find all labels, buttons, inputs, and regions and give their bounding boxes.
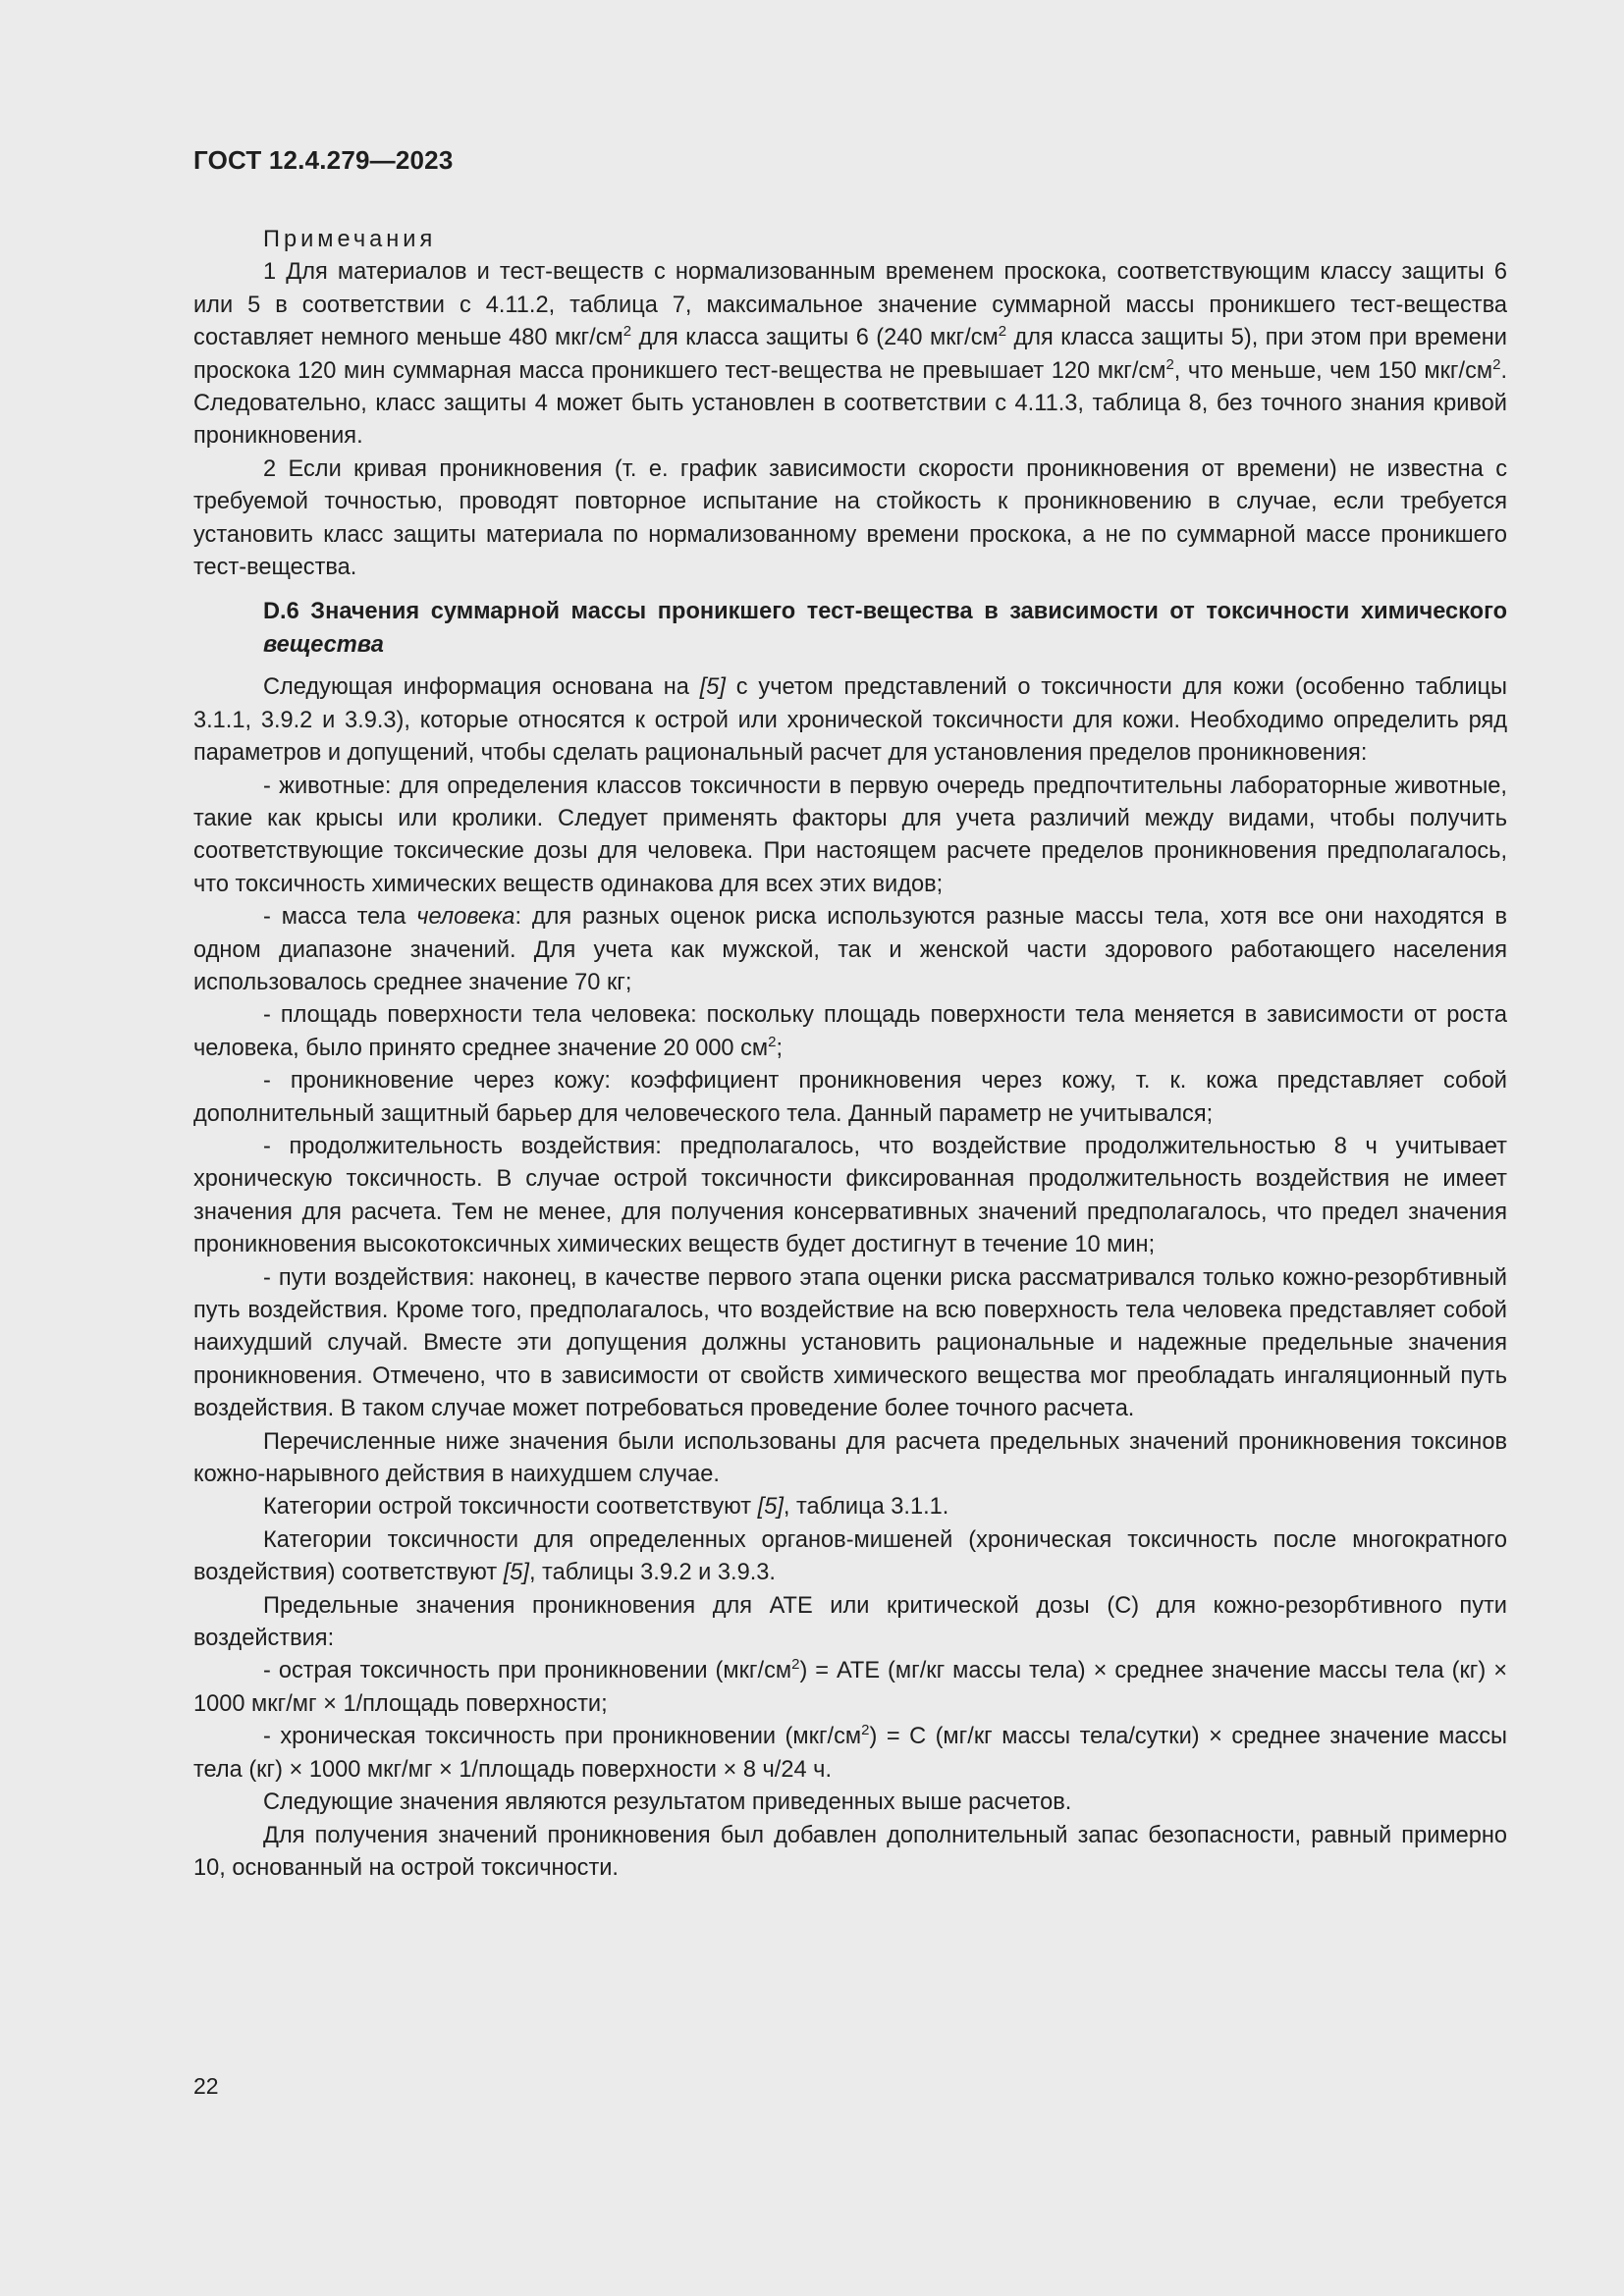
paragraph-target-organs: Категории токсичности для определенных органов-мишеней (хроническая токсичность после многократного воздействия) соответствуют [5], таблицы 3.9.2 и 3.9.3. (193, 1526, 1507, 1586)
list-item-body-mass: - масса тела человека: для разных оценок риска используются разные массы тела, хотя все они находятся в одном диапазоне значений. Для учета как мужской, так и женской части здорового работающего населения использовалось среднее значение 70 кг; (193, 904, 1507, 995)
paragraph-listed-values: Перечисленные ниже значения были использованы для расчета предельных значений проникновения токсинов кожно-нарывного действия в наихудшем случае. (193, 1428, 1507, 1488)
list-item-duration: - продолжительность воздействия: предполагалось, что воздействие продолжительностью 8 ч учитывает хроническую токсичность. В случае острой токсичности фиксированная продолжительность воздействия не имеет значения для расчета. Тем не менее, для получения консервативных значений предполагалось, что предел значения проникновения высокотоксичных химических веществ будет достигнут в течение 10 мин; (193, 1133, 1507, 1258)
page-number: 22 (193, 2073, 219, 2099)
formula-acute: - острая токсичность при проникновении $(мкг/см^2)$ = АТЕ (мг/кг массы тела) × среднее значение массы тела (кг) × 1000 мкг/мг × 1/площадь поверхности; (193, 1656, 1507, 1717)
list-item-routes: - пути воздействия: наконец, в качестве первого этапа оценки риска рассматривался только кожно-резорбтивный путь воздействия. Кроме того, предполагалось, что воздействие на всю поверхность тела человека представляет собой наихудший случай. Вместе эти допущения должны установить рациональные и надежные предельные значения проникновения. Отмечено, что в зависимости от свойств химического вещества мог преобладать ингаляционный путь воздействия. В таком случае может потребоваться проведение более точного расчета. (193, 1264, 1507, 1422)
list-item-animals: - животные: для определения классов токсичности в первую очередь предпочтительны лабораторные животные, такие как крысы или кролики. Следует применять факторы для учета различий между видами, чтобы получить соответствующие токсические дозы для человека. При настоящем расчете пределов проникновения предполагалось, что токсичность химических веществ одинакова для всех этих видов; (193, 773, 1507, 897)
notes-title: Примечания (263, 227, 437, 252)
paragraph-safety-margin: Для получения значений проникновения был добавлен дополнительный запас безопасности, равный примерно 10, основанный на острой токсичности. (193, 1822, 1507, 1881)
note-1: 1 Для материалов и тест-веществ с нормализованным временем проскока, соответствующим классу защиты 6 или 5 в соответствии с 4.11.2, таблица 7, максимальное значение суммарной массы проникшего тест-вещества составляет немного меньше 480 мкг/$см^2$ для класса защиты 6 (240 мкг/$см^2$ для класса защиты 5), при этом при времени проскока 120 мин суммарная масса проникшего тест-вещества не превышает 120 мкг/$см^2$, что меньше, чем 150 мкг/$см^2$. Следовательно, класс защиты 4 может быть установлен в соответствии с 4.11.3, таблица 8, без точного знания кривой проникновения. (193, 259, 1507, 450)
section-heading: D.6 Значения суммарной массы проникшего тест-вещества в зависимости от токсичности химического вещества (263, 599, 1507, 658)
list-item-skin-penetration: - проникновение через кожу: коэффициент проникновения через кожу, т. к. кожа представляет собой дополнительный защитный барьер для человеческого тела. Данный параметр не учитывался; (193, 1068, 1507, 1127)
list-item-body-area: - площадь поверхности тела человека: поскольку площадь поверхности тела меняется в зависимости от роста человека, было принято среднее значение 20 000 $см^2$; (193, 1002, 1507, 1061)
document-header: ГОСТ 12.4.279—2023 (193, 145, 454, 175)
note-2: 2 Если кривая проникновения (т. е. график зависимости скорости проникновения от времени) не известна с требуемой точностью, проводят повторное испытание на стойкость к проникновению в случае, если требуется установить класс защиты материала по нормализованному времени проскока, а не по суммарной массе проникшего тест-вещества. (193, 455, 1507, 581)
paragraph-intro: Следующая информация основана на [5] с учетом представлений о токсичности для кожи (особенно таблицы 3.1.1, 3.9.2 и 3.9.3), которые относятся к острой или хронической токсичности для кожи. Необходимо определить ряд параметров и допущений, чтобы сделать рациональный расчет для установления пределов проникновения: (193, 674, 1508, 767)
page-content (193, 224, 1507, 1885)
paragraph-limit-values: Предельные значения проникновения для АТЕ или критической дозы (С) для кожно-резорбтивного пути воздействия: (193, 1592, 1507, 1652)
formula-chronic: - хроническая токсичность при проникновении $(мкг/см^2) = С$ (мг/кг массы тела/сутки) × среднее значение массы тела (кг) × 1000 мкг/мг × 1/площадь поверхности × 8 ч/24 ч. (193, 1722, 1507, 1783)
paragraph-acute-categories: Категории острой токсичности соответствуют [5], таблица 3.1.1. (263, 1494, 949, 1521)
paragraph-results: Следующие значения являются результатом приведенных выше расчетов. (263, 1789, 1072, 1816)
